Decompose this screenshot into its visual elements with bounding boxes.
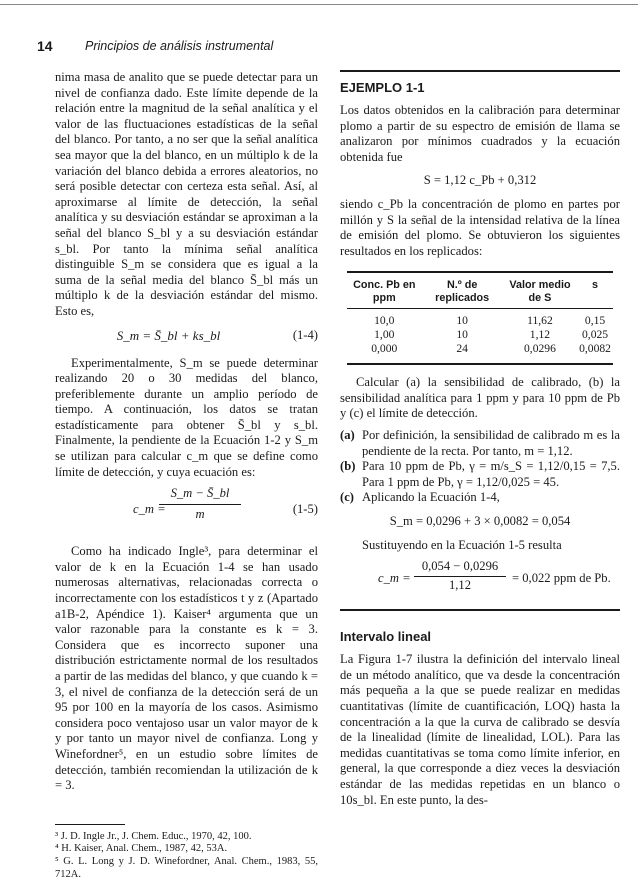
replicate-results-table <box>347 271 613 365</box>
equation-1-5-lhs: c_m = <box>133 502 166 517</box>
paragraph-ingle: Como ha indicado Ingle³, para determinar el valor de k en la Ecuación 1-4 se han usado numerosas alternativas, relacionadas correcta o incorrectamente con los estadísticos t y z (Apartado a1B-2, Apéndice 1). Kaiser⁴ argumenta que un valor razonable para la constante es k = 3. Considera que es incorrecto suponer una distribución estrictamente normal de los resultados a partir de las medidas del blanco, y que cuando k = 3, el nivel de confianza de la detección será de un 95 por 100 en la mayoría de los casos. Asimismo considera poco ventajoso usar un valor mayor de k y por tanto un mayor nivel de confianza. Long y Winefordner⁵, en un estudio sobre límites de detección, también recomiendan la utilización de k = 3. <box>55 544 318 793</box>
answer-c-fraction <box>414 559 506 593</box>
equation-1-5 <box>55 484 318 536</box>
table-row <box>347 309 613 328</box>
answer-c-result: = 0,022 ppm de Pb. <box>512 571 611 586</box>
table-cell: 24 <box>456 341 468 355</box>
answer-c-substitution: Sustituyendo en la Ecuación 1-5 resulta <box>362 537 562 552</box>
table-cell: 0,0082 <box>579 341 611 355</box>
equation-1-4-body: S_m = S̄_bl + ks_bl <box>116 327 221 343</box>
answer-c-numerator: 0,054 − 0,0296 <box>414 559 506 577</box>
equation-1-4-number: (1-4) <box>292 327 318 342</box>
top-border-line <box>0 4 638 5</box>
table-header-s: s <box>577 272 613 309</box>
table-cell: 10,0 <box>374 314 395 328</box>
answer-item-b-text: Para 10 ppm de Pb, γ = m/s_S = 1,12/0,15 = 7,5. Para 1 ppm de Pb, γ = 1,12/0,025 = 45. <box>362 459 620 489</box>
paragraph-detection-limit: nima masa de analito que se puede detectar para un nivel de confianza dado. Este límite depende de la relación entre la magnitud de la señal analítica y el valor de las fluctuaciones estadísticas de la señal del blanco. Por tanto, a no ser que la señal analítica sea mayor que la del blanco, en un múltiplo k de la variación del blanco debida a errores aleatorios, no será posible detectar con certeza esta señal. Así, al aproximarse al límite de detección, la señal analítica y su desviación estándar se aproximan a la señal del blanco S_bl y a su desviación estándar s_bl. Por tanto la mínima señal analítica distinguible S_m se considera que es igual a la suma de la señal media del blanco S̄_bl más un múltiplo k de la desviación estándar del mismo. Esto es, <box>55 70 318 318</box>
section-paragraph: La Figura 1-7 ilustra la definición del intervalo lineal de un método analítico, que va desde la concentración más pequeña a la que se puede realizar en medidas cuantitativas (límite de cuantificación, LOQ) hasta la concentración a la que la curva de calibrado se desvía de la linealidad (límite de linealidad, LOL). Para las medidas cuantitativas se toma como límite inferior, en general, la que corresponde a diez veces la desviación estándar de las medidas repetidas en un blanco o 10s_bl. En este punto, la des- <box>340 652 620 807</box>
table-cell: 1,12 <box>529 328 551 342</box>
page-header <box>37 38 617 58</box>
answer-item-b <box>340 459 620 490</box>
example-question: Calcular (a) la sensibilidad de calibrado, (b) la sensibilidad analítica para 1 ppm y para 10 ppm de Pb y (c) el límite de detección. <box>340 375 620 421</box>
table-row <box>347 342 613 365</box>
table-cell: 0,15 <box>584 314 606 328</box>
answer-item-c-text: Aplicando la Ecuación 1-4, <box>362 490 500 505</box>
paragraph-experimental: Experimentalmente, S_m se puede determinar realizando 20 o 30 medidas del blanco, preferiblemente durante un amplio período de tiempo. A continuación, los datos se tratan estadísticamente para obtener S̄_bl y s_bl. Finalmente, la pendiente de la Ecuación 1-2 y S_m se utilizan para calcular c_m que se define como límite de detección, y cuya ecuación es: <box>55 355 318 479</box>
table-cell: 1,00 <box>374 328 395 342</box>
example-intro: Los datos obtenidos en la calibración para determinar plomo a partir de su espectro de emisión de llama se analizaron por mínimos cuadrados y la ecuación obtenida fue <box>340 103 620 164</box>
answer-item-c-label: (c) <box>340 490 354 505</box>
answer-c-fraction-equation <box>340 559 620 599</box>
table-cell: 0,0296 <box>524 341 556 355</box>
equation-1-5-denominator: m <box>195 506 205 521</box>
answer-item-b-label: (b) <box>340 459 356 474</box>
footnote-4: ⁴ H. Kaiser, Anal. Chem., 1987, 42, 53A. <box>55 843 228 855</box>
answer-item-a-label: (a) <box>340 428 355 442</box>
equation-1-5-fraction <box>159 486 241 522</box>
answer-item-a <box>340 428 620 459</box>
table-cell: 11,62 <box>527 314 553 328</box>
table-cell: 10 <box>456 314 468 328</box>
table-cell: 10 <box>456 328 468 342</box>
equation-1-5-number: (1-5) <box>292 502 318 517</box>
example-title: EJEMPLO 1-1 <box>340 79 425 95</box>
left-column <box>55 70 318 881</box>
table-cell: 0,000 <box>371 341 398 355</box>
table-header-replicates: N.º de replicados <box>422 272 503 309</box>
answer-item-c <box>340 490 620 506</box>
example-bottom-rule <box>340 609 620 611</box>
answer-c-lhs: c_m = <box>378 571 411 586</box>
example-definition: siendo c_Pb la concentración de plomo en partes por millón y S la señal de la intensidad relativa de la línea de emisión del plomo. Se obtuvieron los siguientes resultados en los replicados: <box>340 197 620 258</box>
footnote-5: ⁵ G. L. Long y J. D. Winefordner, Anal. Chem., 1983, 55, 712A. <box>55 855 318 880</box>
section-title: Intervalo lineal <box>340 628 432 644</box>
page-number: 14 <box>37 38 53 54</box>
answer-c-denominator: 1,12 <box>448 577 472 592</box>
answer-item-a-text: Por definición, la sensibilidad de calibrado m es la pendiente de la recta. Por tanto, m = 1,12. <box>362 428 620 458</box>
equation-1-5-numerator: S_m − S̄_bl <box>159 486 241 505</box>
table-cell: 0,025 <box>582 328 609 342</box>
table-header-row <box>347 272 613 309</box>
example-top-rule <box>340 70 620 72</box>
table-header-mean: Valor medio de S <box>503 272 577 309</box>
example-equation: S = 1,12 c_Pb + 0,312 <box>423 173 537 188</box>
table-row <box>347 328 613 342</box>
footnote-3: ³ J. D. Ingle Jr., J. Chem. Educ., 1970, 42, 100. <box>55 830 252 842</box>
table-header-conc: Conc. Pb en ppm <box>347 272 422 309</box>
equation-1-4 <box>55 324 318 350</box>
footnote-divider <box>55 824 125 825</box>
running-title: Principios de análisis instrumental <box>85 39 274 53</box>
right-column <box>340 70 620 808</box>
answer-c-equation: S_m = 0,0296 + 3 × 0,0082 = 0,054 <box>389 513 571 528</box>
